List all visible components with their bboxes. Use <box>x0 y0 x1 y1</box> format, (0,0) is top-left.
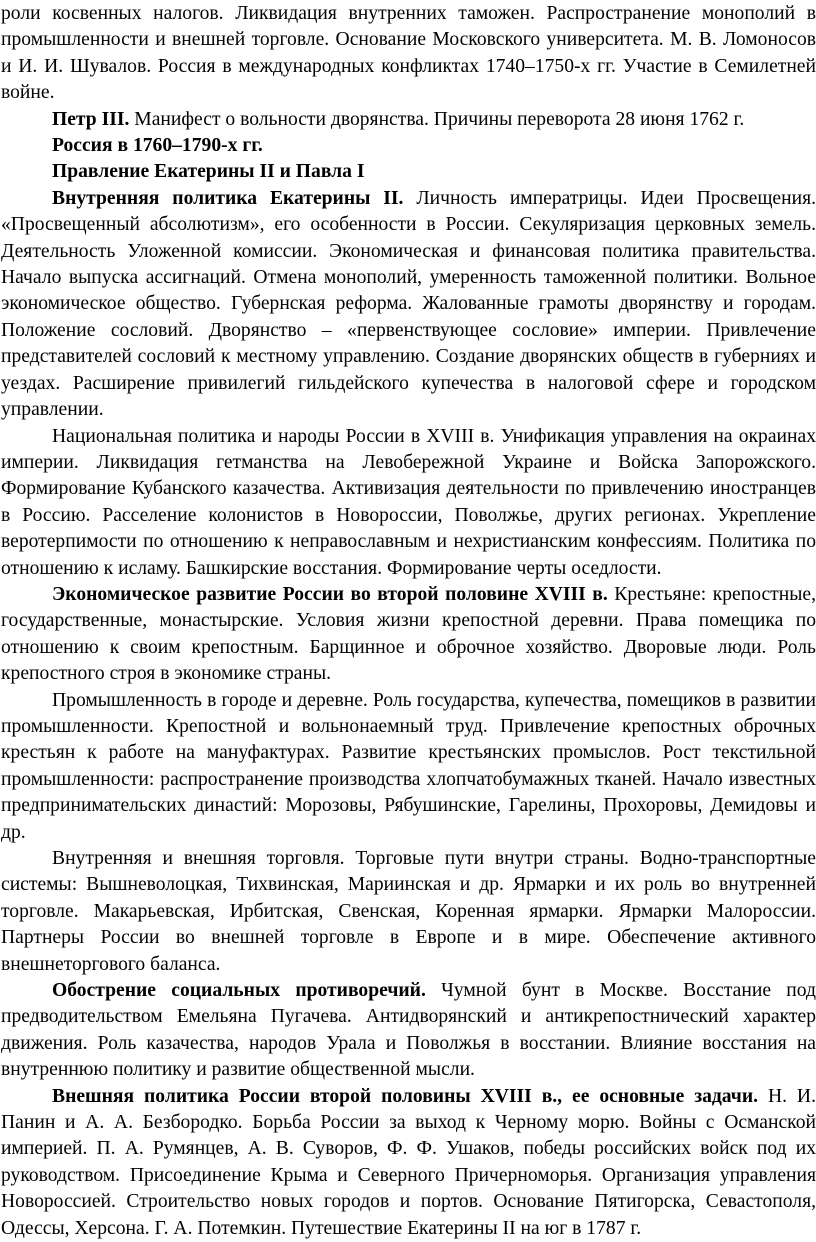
paragraph-text: Национальная политика и народы России в XVIII в. Унификация управления на окраинах империи. Ликвидация гетманства на Левобережной Украине и Войска Запорожского. Формирование Кубанского казачества. Активизация деятельности по привлечению иностранцев в Россию. Расселение колонистов в Новороссии, Поволжье, других регионах. Укрепление веротерпимости по отношению к неправославным и нехристианским конфессиям. Политика по отношению к исламу. Башкирские восстания. Формирование черты оседлости. <box>1 425 816 579</box>
heading-russia-1760-1790 <box>1 133 816 159</box>
paragraph-text: Н. И. Панин и А. А. Безбородко. Борьба России за выход к Черному морю. Войны с Османской империей. П. А. Румянцев, А. В. Суворов, Ф. Ф. Ушаков, победы российских войск под их руководством. Присоединение Крыма и Северного Причерноморья. Организация управления Новороссией. Строительство новых городов и портов. Основание Пятигорска, Севастополя, Одессы, Херсона. Г. А. Потемкин. Путешествие Екатерины II на юг в 1787 г. <box>1 1085 816 1239</box>
paragraph-industry <box>1 688 816 846</box>
section-heading-economic-development: Экономическое развитие России во второй половине XVIII в. <box>52 583 608 605</box>
section-heading-foreign-policy: Внешняя политика России второй половины XVIII в., ее основные задачи. <box>52 1085 759 1107</box>
section-heading-peter-iii: Петр III. <box>52 108 130 130</box>
paragraph-social-contradictions <box>1 978 816 1084</box>
paragraph-text: Крестьяне: крепостные, государственные, монастырские. Условия жизни крепостной деревни. Права помещика по отношению к своим крепостным. Барщинное и оброчное хозяйство. Дворовые люди. Роль крепостного строя в экономике страны. <box>1 583 816 685</box>
section-heading-catherine-paul: Правление Екатерины II и Павла I <box>52 161 365 183</box>
paragraph-text: роли косвенных налогов. Ликвидация внутренних таможен. Распространение монополий в промышленности и внешней торговле. Основание Московского университета. М. В. Ломоносов и И. И. Шувалов. Россия в международных конфликтах 1740–1750-х гг. Участие в Семилетней войне. <box>1 3 816 104</box>
paragraph-text: Внутренняя и внешняя торговля. Торговые пути внутри страны. Водно-транспортные системы: Вышневолоцкая, Тихвинская, Мариинская и др. Ярмарки и их роль во внутренней торговле. Макарьевская, Ирбитская, Свенская, Коренная ярмарки. Ярмарки Малороссии. Партнеры России во внешней торговле в Европе и в мире. Обеспечение активного внешнеторгового баланса. <box>1 848 816 975</box>
paragraph-text: Манифест о вольности дворянства. Причины переворота 28 июня 1762 г. <box>129 108 745 130</box>
paragraph-trade <box>1 846 816 978</box>
paragraph-internal-policy <box>1 186 816 424</box>
section-heading-russia-1760-1790: Россия в 1760–1790-х гг. <box>52 135 263 157</box>
paragraph-text: Промышленность в городе и деревне. Роль государства, купечества, помещиков в развитии промышленности. Крепостной и вольнонаемный труд. Привлечение крепостных оброчных крестьян к работе на мануфактурах. Развитие крестьянских промыслов. Рост текстильной промышленности: распространение производства хлопчатобумажных тканей. Начало известных предпринимательских династий: Морозовы, Рябушинские, Гарелины, Прохоровы, Демидовы и др. <box>1 689 816 843</box>
paragraph-text: Личность императрицы. Идеи Просвещения. «Просвещенный абсолютизм», его особенности в России. Секуляризация церковных земель. Деятельность Уложенной комиссии. Экономическая и финансовая политика правительства. Начало выпуска ассигнаций. Отмена монополий, умеренность таможенной политики. Вольное экономическое общество. Губернская реформа. Жалованные грамоты дворянству и городам. Положение сословий. Дворянство – «первенствующее сословие» империи. Привлечение представителей сословий к местному управлению. Создание дворянских обществ в губерниях и уездах. Расширение привилегий гильдейского купечества в налоговой сфере и городском управлении. <box>1 187 816 421</box>
paragraph-indirect-taxes <box>1 1 816 107</box>
paragraph-national-policy <box>1 424 816 582</box>
section-heading-internal-policy: Внутренняя политика Екатерины II. <box>52 187 404 209</box>
paragraph-text: Чумной бунт в Москве. Восстание под предводительством Емельяна Пугачева. Антидворянский и антикрепостнический характер движения. Роль казачества, народов Урала и Поволжья в восстании. Влияние восстания на внутреннюю политику и развитие общественной мысли. <box>1 980 816 1081</box>
section-heading-social-contradictions: Обострение социальных противоречий. <box>52 980 426 1002</box>
paragraph-peter-iii <box>1 107 816 133</box>
paragraph-economic-development <box>1 582 816 688</box>
heading-catherine-paul <box>1 159 816 185</box>
paragraph-foreign-policy <box>1 1084 816 1242</box>
